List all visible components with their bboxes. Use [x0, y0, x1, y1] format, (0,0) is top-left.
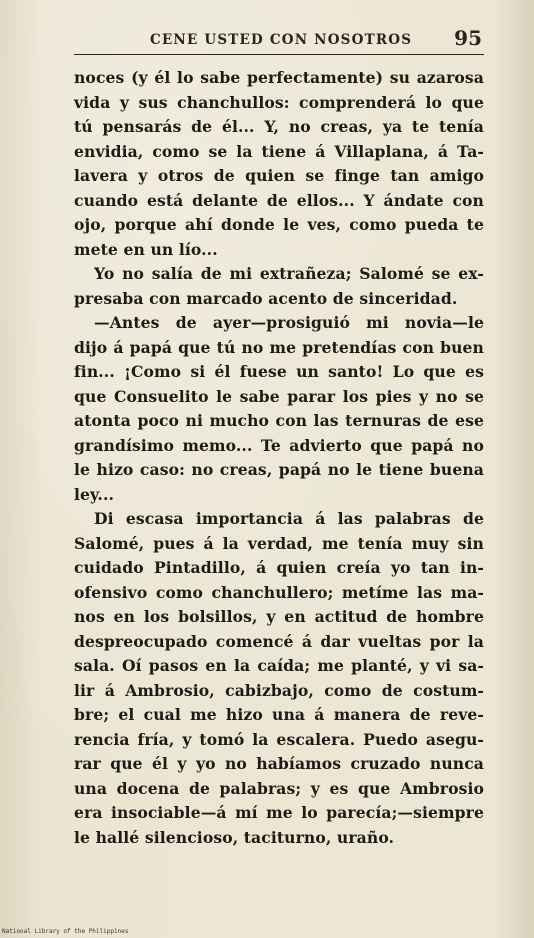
text-line: atonta poco ni mucho con las ternuras de ese [74, 411, 484, 430]
text-line: ofensivo como chanchullero; metíme las ma- [74, 582, 484, 602]
text-line: rar que él y yo no habíamos cruzado nunca [74, 754, 484, 773]
text-line: vida y sus chanchullos: comprenderá lo que [74, 92, 484, 112]
text-line: ojo, porque ahí donde le ves, como pueda te [74, 215, 484, 234]
text-line: lir á Ambrosio, cabizbajo, como de costum- [74, 680, 484, 700]
library-credit: National Library of the Philippines [2, 928, 129, 935]
text-line: fin... ¡Como si él fuese un santo! Lo que es [74, 362, 484, 381]
text-line: Yo no salía de mi extrañeza; Salomé se ex- [94, 264, 484, 283]
text-line: tú pensarás de él... Y, no creas, ya te tenía [74, 117, 484, 136]
text-line: bre; el cual me hizo una á manera de reve- [74, 705, 484, 724]
text-line: presaba con marcado acento de sinceridad. [74, 288, 458, 308]
text-line: le hizo caso: no creas, papá no le tiene buena [74, 460, 484, 479]
text-line: era insociable—á mí me lo parecía;—siempre [74, 803, 484, 822]
text-line: noces (y él lo sabe perfectamente) su azarosa [74, 68, 484, 87]
text-line: una docena de palabras; y es que Ambrosio [74, 778, 484, 798]
text-line: mete en un lío... [74, 239, 218, 259]
text-line: grandísimo memo... Te advierto que papá no [74, 435, 484, 455]
text-line: despreocupado comencé á dar vueltas por la [74, 631, 484, 651]
text-line: sala. Oí pasos en la caída; me planté, y vi sa- [74, 656, 484, 675]
page-number: 95 [454, 26, 482, 50]
text-line: nos en los bolsillos, y en actitud de hombre [74, 607, 484, 626]
body-text [74, 66, 484, 850]
text-line: que Consuelito le sabe parar los pies y no se [74, 386, 484, 406]
text-line: cuidado Pintadillo, á quien creía yo tan in- [74, 558, 484, 577]
text-line: rencia fría, y tomó la escalera. Puedo asegu- [74, 729, 484, 749]
running-head [74, 26, 484, 55]
text-line: —Antes de ayer—prosiguió mi novia—le [94, 313, 484, 332]
text-line: dijo á papá que tú no me pretendías con buen [74, 337, 484, 357]
text-line: ley... [74, 484, 115, 504]
text-line: le hallé silencioso, taciturno, uraño. [74, 827, 395, 847]
text-line: Salomé, pues á la verdad, me tenía muy sin [74, 533, 484, 553]
running-title: CENE USTED CON NOSOTROS [150, 32, 413, 48]
text-line: cuando está delante de ellos... Y ándate con [74, 190, 484, 210]
text-line: Di escasa importancia á las palabras de [94, 509, 484, 528]
text-line: lavera y otros de quien se finge tan amigo [74, 166, 484, 185]
text-line: envidia, como se la tiene á Villaplana, á Ta- [74, 141, 484, 161]
